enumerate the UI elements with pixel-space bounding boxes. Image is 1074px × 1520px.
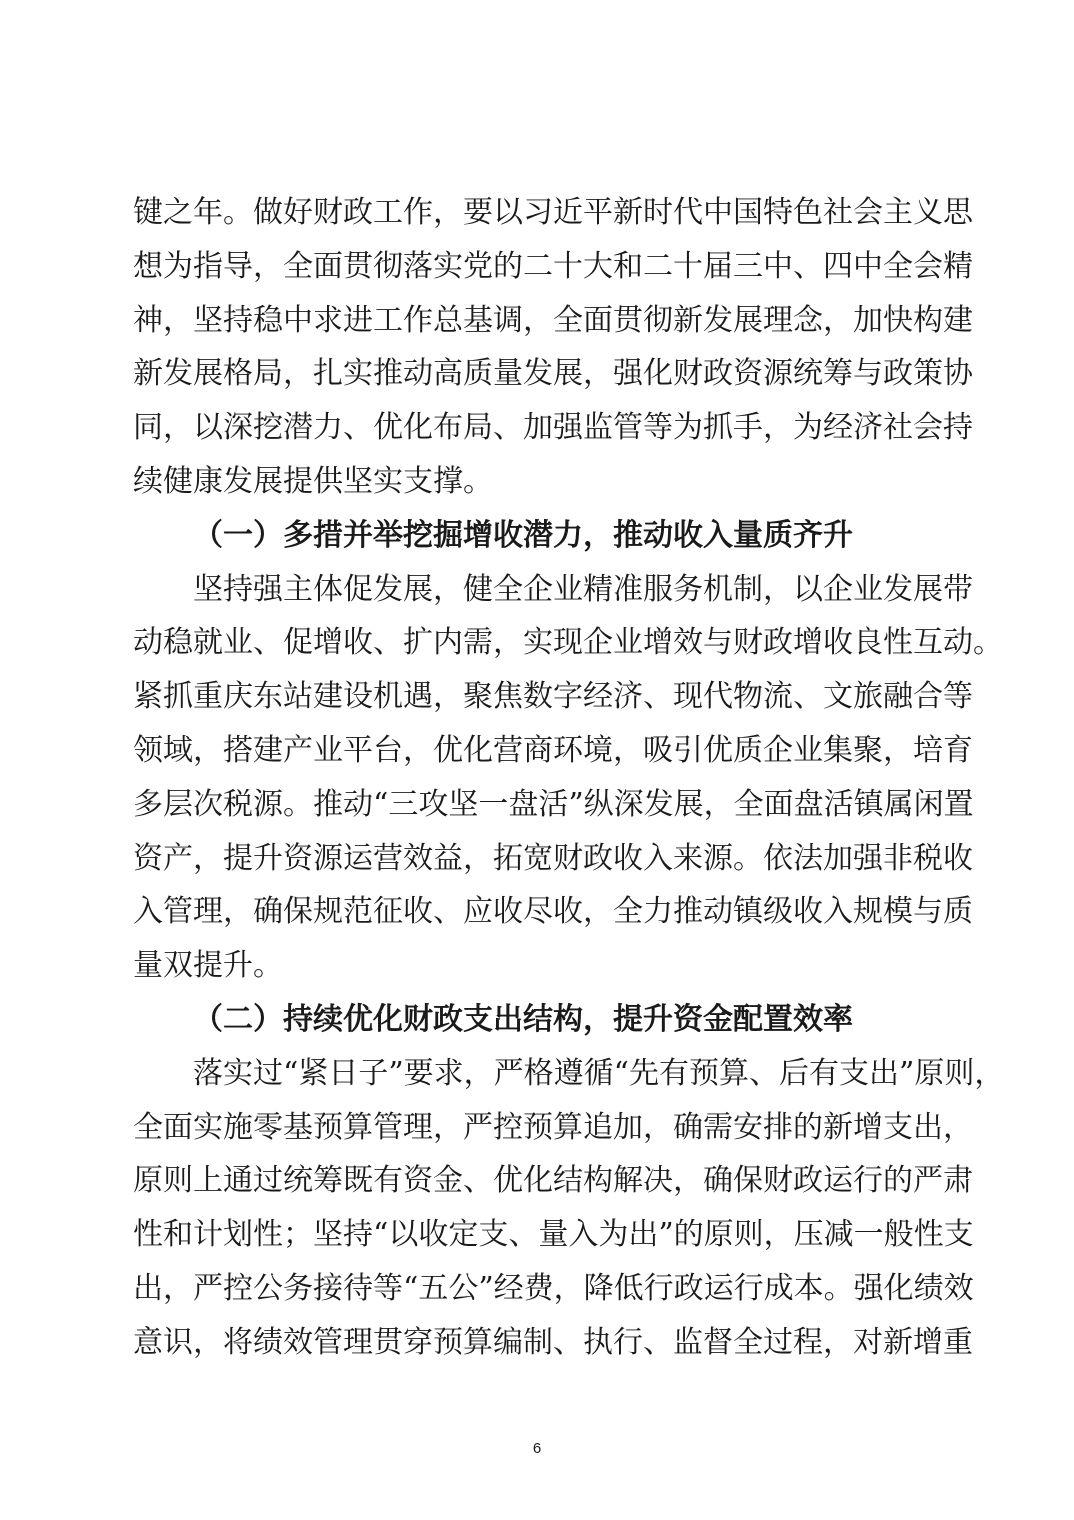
text-line: 紧抓重庆东站建设机遇，聚焦数字经济、现代物流、文旅融合等 [133, 679, 973, 715]
paragraph [133, 563, 1003, 993]
text-line: 多层次税源。推动“三攻坚一盘活”纵深发展，全面盘活镇属闲置 [133, 786, 974, 822]
section-heading [133, 993, 947, 1047]
text-line: 动稳就业、促增收、扩内需，实现企业增效与财政增收良性互动。 [133, 625, 1003, 661]
page-number: 6 [532, 1440, 542, 1457]
text-line: 入管理，确保规范征收、应收尽收，全力推动镇级收入规模与质 [133, 894, 973, 930]
section-heading [133, 509, 947, 563]
heading-text: （二）持续优化财政支出结构，提升资金配置效率 [193, 1001, 853, 1037]
text-line: 性和计划性；坚持“以收定支、量入为出”的原则，压减一般性支 [133, 1217, 974, 1253]
text-line: 意识，将绩效管理贯穿预算编制、执行、监督全过程，对新增重 [133, 1324, 973, 1360]
heading-text: （一）多措并举挖掘增收潜力，推动收入量质齐升 [193, 517, 853, 553]
text-line: 想为指导，全面贯彻落实党的二十大和二十届三中、四中全会精 [133, 248, 973, 284]
text-line: 新发展格局，扎实推动高质量发展，强化财政资源统筹与政策协 [133, 356, 973, 392]
document-body [133, 186, 1005, 1370]
text-line: 原则上通过统筹既有资金、优化结构解决，确保财政运行的严肃 [133, 1163, 973, 1199]
text-line: 坚持强主体促发展，健全企业精准服务机制，以企业发展带 [193, 571, 973, 607]
text-line: 神，坚持稳中求进工作总基调，全面贯彻新发展理念，加快构建 [133, 302, 973, 338]
paragraph [133, 186, 973, 509]
text-line: 续健康发展提供坚实支撑。 [133, 463, 493, 499]
paragraph [133, 1047, 1005, 1370]
text-line: 同，以深挖潜力、优化布局、加强监管等为抓手，为经济社会持 [133, 410, 973, 446]
text-line: 量双提升。 [133, 948, 283, 984]
text-line: 领域，搭建产业平台，优化营商环境，吸引优质企业集聚，培育 [133, 732, 973, 768]
text-line: 出，严控公务接待等“五公”经费，降低行政运行成本。强化绩效 [133, 1270, 974, 1306]
text-line: 落实过“紧日子”要求，严格遵循“先有预算、后有支出”原则， [193, 1055, 1005, 1091]
text-line: 资产，提升资源运营效益，拓宽财政收入来源。依法加强非税收 [133, 840, 973, 876]
text-line: 键之年。做好财政工作，要以习近平新时代中国特色社会主义思 [133, 195, 973, 230]
text-line: 全面实施零基预算管理，严控预算追加，确需安排的新增支出， [133, 1109, 973, 1145]
